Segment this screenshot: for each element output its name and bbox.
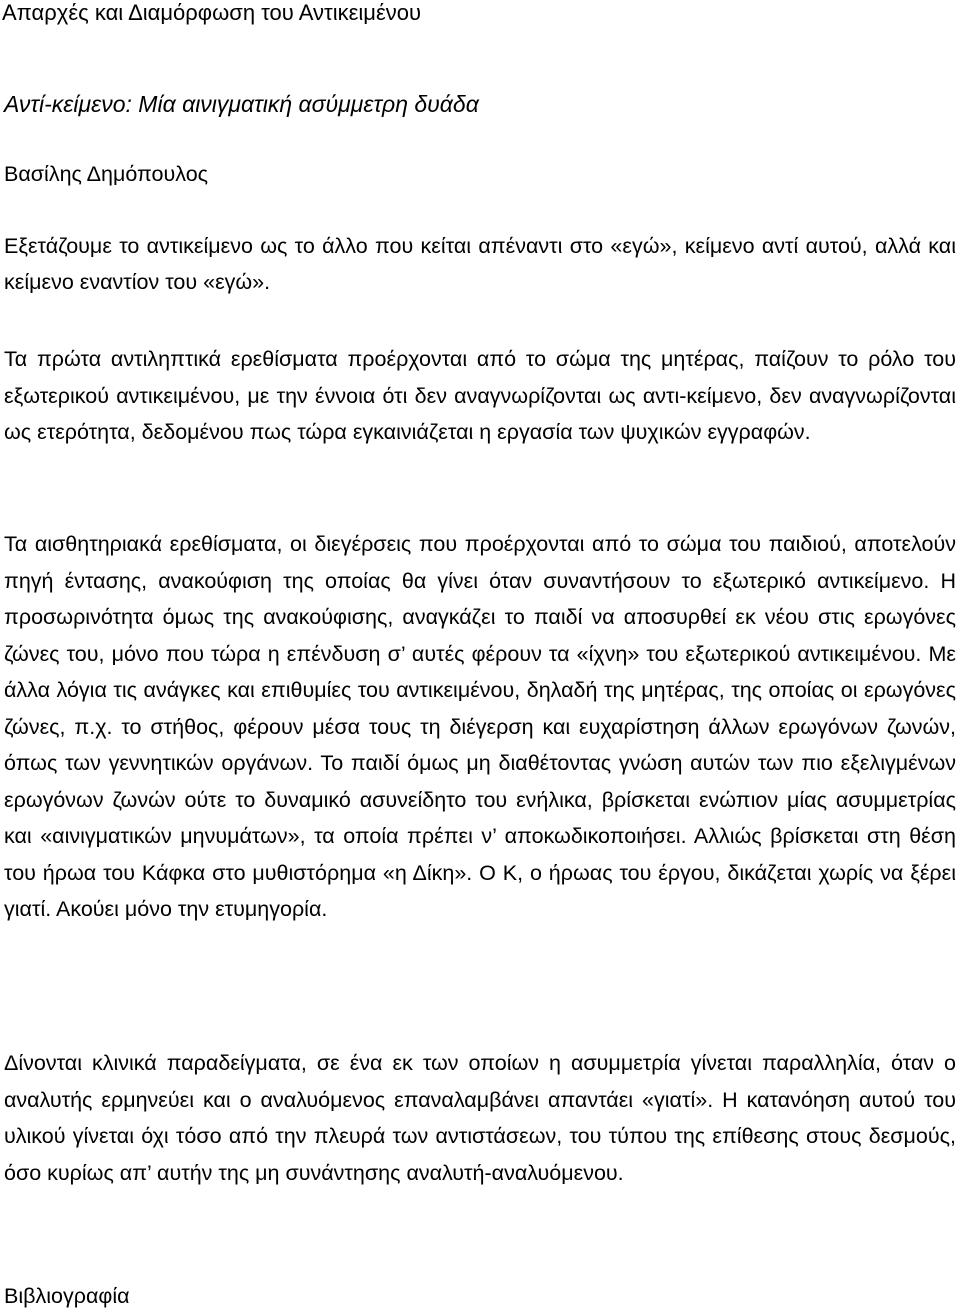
paragraph-4: Δίνονται κλινικά παραδείγματα, σε ένα εκ των οποίων η ασυμμετρία γίνεται παραλληλία, όταν ο αναλυτής ερμηνεύει και ο αναλυόμενος επαναλαμβάνει απαντάει «γιατί». Η κατανόηση αυτού του υλικού γίνεται όχι τόσο από την πλευρά των αντιστάσεων, του τύπου της επίθεσης στους δεσμούς, όσο κυρίως απ’ αυτήν της μη συνάντησης αναλυτή-αναλυόμενου.	[4, 1051, 956, 1185]
paragraph-1: Εξετάζουμε το αντικείμενο ως το άλλο που κείται απέναντι στο «εγώ», κείμενο αντί αυτού, αλλά και κείμενο εναντίον του «εγώ».	[4, 234, 956, 294]
article-subtitle: Αντί-κείμενο: Μία αινιγματική ασύμμετρη δυάδα	[4, 91, 479, 117]
bibliography-heading: Βιβλιογραφία	[4, 1284, 130, 1308]
paragraph-2: Τα πρώτα αντιληπτικά ερεθίσματα προέρχονται από το σώμα της μητέρας, παίζουν το ρόλο του εξωτερικού αντικειμένου, με την έννοια ότι δεν αναγνωρίζονται ως αντι-κείμενο, δεν αναγνωρίζονται ως ετερότητα, δεδομένου πως τώρα εγκαινιάζεται η εργασία των ψυχικών εγγραφών.	[4, 347, 956, 444]
page-title: Απαρχές και Διαμόρφωση του Αντικειμένου	[2, 0, 422, 25]
paragraph-3: Τα αισθητηριακά ερεθίσματα, οι διεγέρσεις που προέρχονται από το σώμα του παιδιού, αποτελούν πηγή έντασης, ανακούφιση της οποίας θα γίνει όταν συναντήσουν το εξωτερικό αντικείμενο. Η προσωρινότητα όμως της ανακούφισης, αναγκάζει το παιδί να αποσυρθεί εκ νέου στις ερωγόνες ζώνες του, μόνο που τώρα η επένδυση σ’ αυτές φέρουν τα «ίχνη» του εξωτερικού αντικειμένου. Με άλλα λόγια τις ανάγκες και επιθυμίες του αντικειμένου, δηλαδή της μητέρας, της οποίας οι ερωγόνες ζώνες, π.χ. το στήθος, φέρουν μέσα τους τη διέγερση και ευχαρίστηση άλλων ερωγόνων ζωνών, όπως των γεννητικών οργάνων. Το παιδί όμως μη διαθέτοντας γνώση αυτών των πιο εξελιγμένων ερωγόνων ζωνών ούτε το δυναμικό ασυνείδητο του ενήλικα, βρίσκεται ενώπιον μίας ασυμμετρίας και «αινιγματικών μηνυμάτων», τα οποία πρέπει ν’ αποκωδικοποιήσει. Αλλιώς βρίσκεται στη θέση του ήρωα του Κάφκα στο μυθιστόρημα «η Δίκη». Ο Κ, ο ήρωας του έργου, δικάζεται χωρίς να ξέρει γιατί. Ακούει μόνο την ετυμηγορία.	[4, 532, 956, 921]
article-author: Βασίλης Δημόπουλος	[4, 162, 209, 186]
